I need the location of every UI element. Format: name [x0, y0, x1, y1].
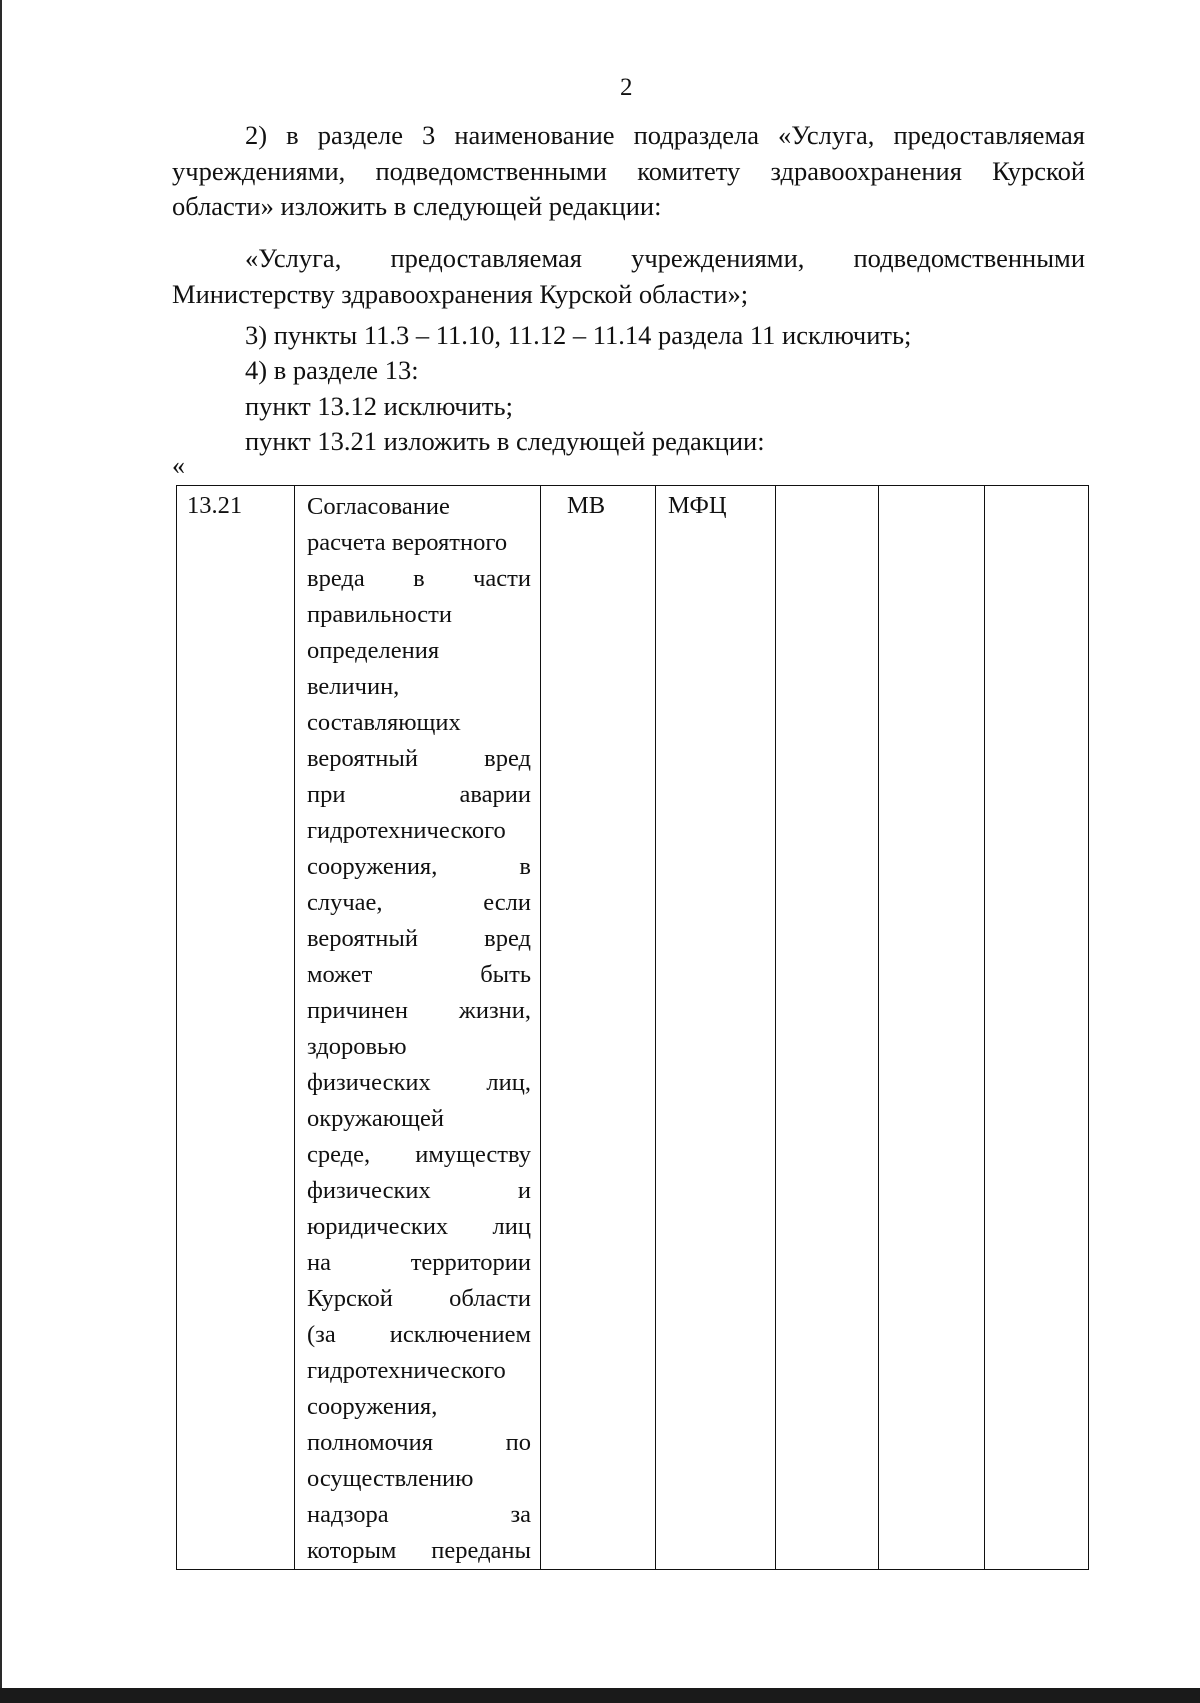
description-line: вреда в части: [307, 565, 531, 592]
provider-code-cell: [656, 486, 776, 1570]
description-line: здоровью: [307, 1033, 407, 1060]
description-line: составляющих: [307, 709, 461, 736]
description-line: среде, имуществу: [307, 1141, 531, 1168]
description-line: вероятный вред: [307, 745, 531, 772]
description-line: Согласование: [307, 493, 450, 520]
service-description-cell: [295, 486, 541, 1570]
scan-bottom-edge: [0, 1688, 1200, 1703]
paragraph-item-13-12: пункт 13.12 исключить;: [245, 391, 513, 421]
description-line: осуществлению: [307, 1465, 474, 1492]
empty-cell-6: [879, 486, 985, 1570]
provider-code: МФЦ: [668, 492, 727, 519]
description-line: расчета вероятного: [307, 529, 508, 556]
description-line: (за исключением: [307, 1321, 531, 1348]
amendment-table: [176, 485, 1089, 1570]
description-line: вероятный вред: [307, 925, 531, 952]
page-number: 2: [620, 74, 633, 101]
description-line: определения: [307, 637, 440, 664]
agency-code: МВ: [567, 492, 606, 519]
description-line: окружающей: [307, 1105, 444, 1132]
description-line: физических и: [307, 1177, 531, 1204]
row-number-cell: [177, 486, 295, 1570]
table-row: [177, 486, 1089, 1570]
description-line: гидротехнического: [307, 817, 506, 844]
description-line: Курской области: [307, 1285, 531, 1312]
agency-code-cell: [541, 486, 656, 1570]
paragraph-section-3: 2) в разделе 3 наименование подраздела «Услуга, предоставляемая учреждениями, подведомственными комитету здравоохранения Курской области» изложить в следующей редакции:: [172, 120, 1085, 221]
paragraph-section-11: 3) пункты 11.3 – 11.10, 11.12 – 11.14 раздела 11 исключить;: [245, 320, 912, 350]
description-line: полномочия по: [307, 1429, 531, 1456]
description-line: физических лиц,: [307, 1069, 531, 1096]
scan-left-edge: [0, 0, 2, 1703]
description-line: юридических лиц: [307, 1213, 531, 1240]
row-number: 13.21: [187, 492, 243, 519]
description-line: надзора за: [307, 1501, 531, 1528]
description-line: при аварии: [307, 781, 531, 808]
description-line: случае, если: [307, 889, 531, 916]
description-line: гидротехнического: [307, 1357, 506, 1384]
paragraph-item-13-21: пункт 13.21 изложить в следующей редакции:: [245, 426, 765, 456]
empty-cell-7: [985, 486, 1089, 1570]
description-line: правильности: [307, 601, 452, 628]
paragraph-section-13: 4) в разделе 13:: [245, 355, 419, 385]
description-line: на территории: [307, 1249, 531, 1276]
description-line: величин,: [307, 673, 400, 700]
description-line: сооружения,: [307, 1393, 438, 1420]
description-line: сооружения, в: [307, 853, 531, 880]
opening-quote: «: [172, 451, 185, 480]
description-line: может быть: [307, 961, 531, 988]
paragraph-new-subsection-name: «Услуга, предоставляемая учреждениями, подведомственными Министерству здравоохранения Курской области»;: [172, 243, 1085, 309]
description-line: причинен жизни,: [307, 997, 531, 1024]
empty-cell-5: [776, 486, 879, 1570]
description-line: которым переданы: [307, 1537, 531, 1564]
